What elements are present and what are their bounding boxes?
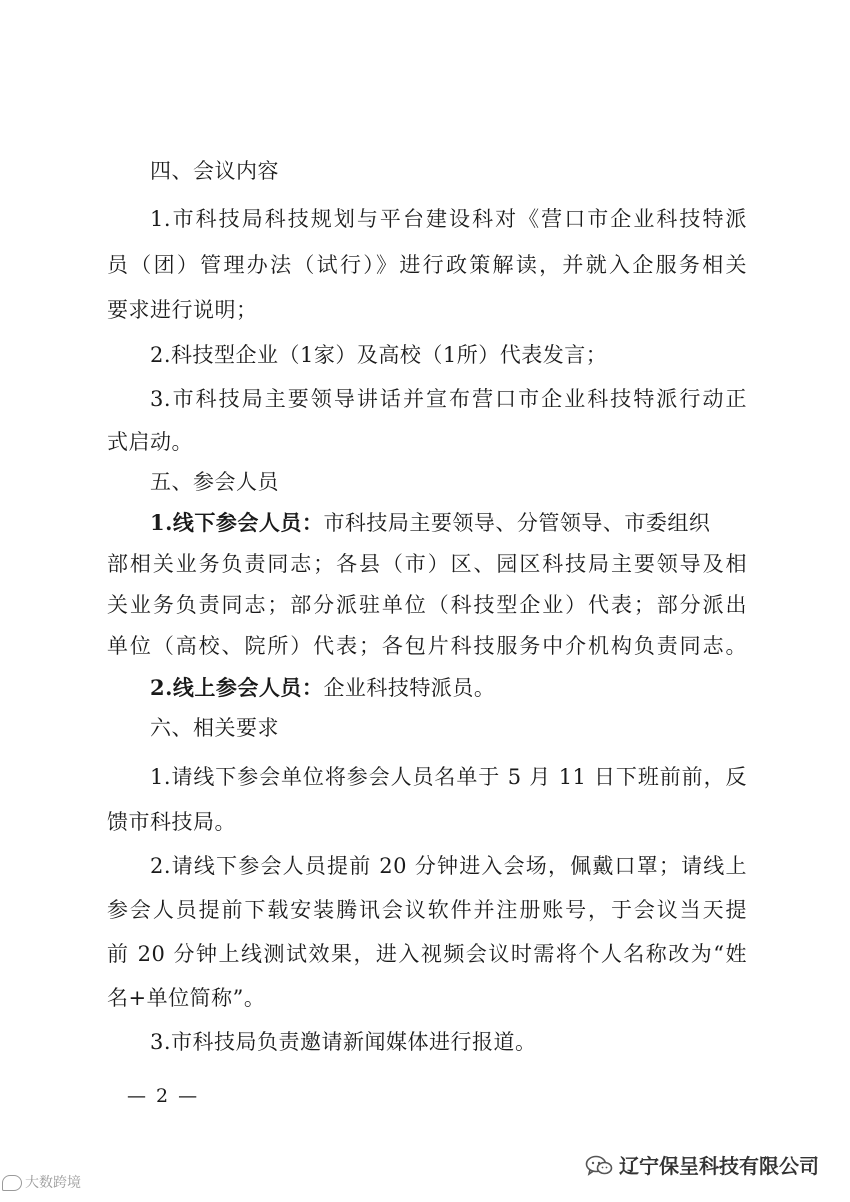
- paragraph-line: 员（团）管理办法（试行）》进行政策解读，并就入企服务相关: [107, 253, 747, 277]
- paragraph-line: 3.市科技局负责邀请新闻媒体进行报道。: [150, 1030, 537, 1054]
- paragraph-line: [150, 508, 747, 538]
- online-attendees-label: 2.线上参会人员：: [150, 675, 324, 700]
- offline-attendees-text: 市科技局主要领导、分管领导、市委组织: [323, 511, 711, 535]
- paragraph-line: [150, 673, 747, 703]
- paragraph-line: 1.请线下参会单位将参会人员名单于 5 月 11 日下班前前，反: [150, 765, 747, 789]
- chat-bubble-icon: [2, 1175, 22, 1191]
- paragraph-line: 2.科技型企业（1家）及高校（1所）代表发言；: [150, 343, 608, 367]
- paragraph-line: 1.市科技局科技规划与平台建设科对《营口市企业科技特派: [150, 207, 747, 231]
- account-watermark: [585, 1152, 819, 1180]
- paragraph-line: 名+单位简称”。: [107, 986, 266, 1010]
- paragraph-line: 式启动。: [107, 430, 193, 454]
- paragraph-line: 单位（高校、院所）代表；各包片科技服务中介机构负责同志。: [107, 634, 747, 658]
- paragraph-line: 要求进行说明；: [107, 298, 258, 322]
- paragraph-line: 参会人员提前下载安装腾讯会议软件并注册账号，于会议当天提: [107, 898, 747, 922]
- offline-attendees-label: 1.线下参会人员：: [150, 510, 324, 535]
- online-attendees-text: 企业科技特派员。: [323, 676, 496, 700]
- account-watermark-text: 辽宁保呈科技有限公司: [619, 1154, 819, 1178]
- section-heading-6: 六、相关要求: [150, 716, 279, 740]
- page-number: — 2 —: [127, 1085, 200, 1107]
- source-watermark: [2, 1172, 81, 1194]
- paragraph-line: 2.请线下参会人员提前 20 分钟进入会场，佩戴口罩；请线上: [150, 854, 747, 878]
- paragraph-line: 馈市科技局。: [107, 810, 236, 834]
- section-heading-4: 四、会议内容: [150, 159, 279, 183]
- wechat-icon: [585, 1155, 613, 1177]
- paragraph-line: 前 20 分钟上线测试效果，进入视频会议时需将个人名称改为“姓: [107, 942, 747, 966]
- source-watermark-text: 大数跨境: [25, 1175, 81, 1191]
- paragraph-line: 部相关业务负责同志；各县（市）区、园区科技局主要领导及相: [107, 552, 747, 576]
- paragraph-line: 关业务负责同志；部分派驻单位（科技型企业）代表；部分派出: [107, 593, 747, 617]
- paragraph-line: 3.市科技局主要领导讲话并宣布营口市企业科技特派行动正: [150, 387, 747, 411]
- section-heading-5: 五、参会人员: [150, 470, 279, 494]
